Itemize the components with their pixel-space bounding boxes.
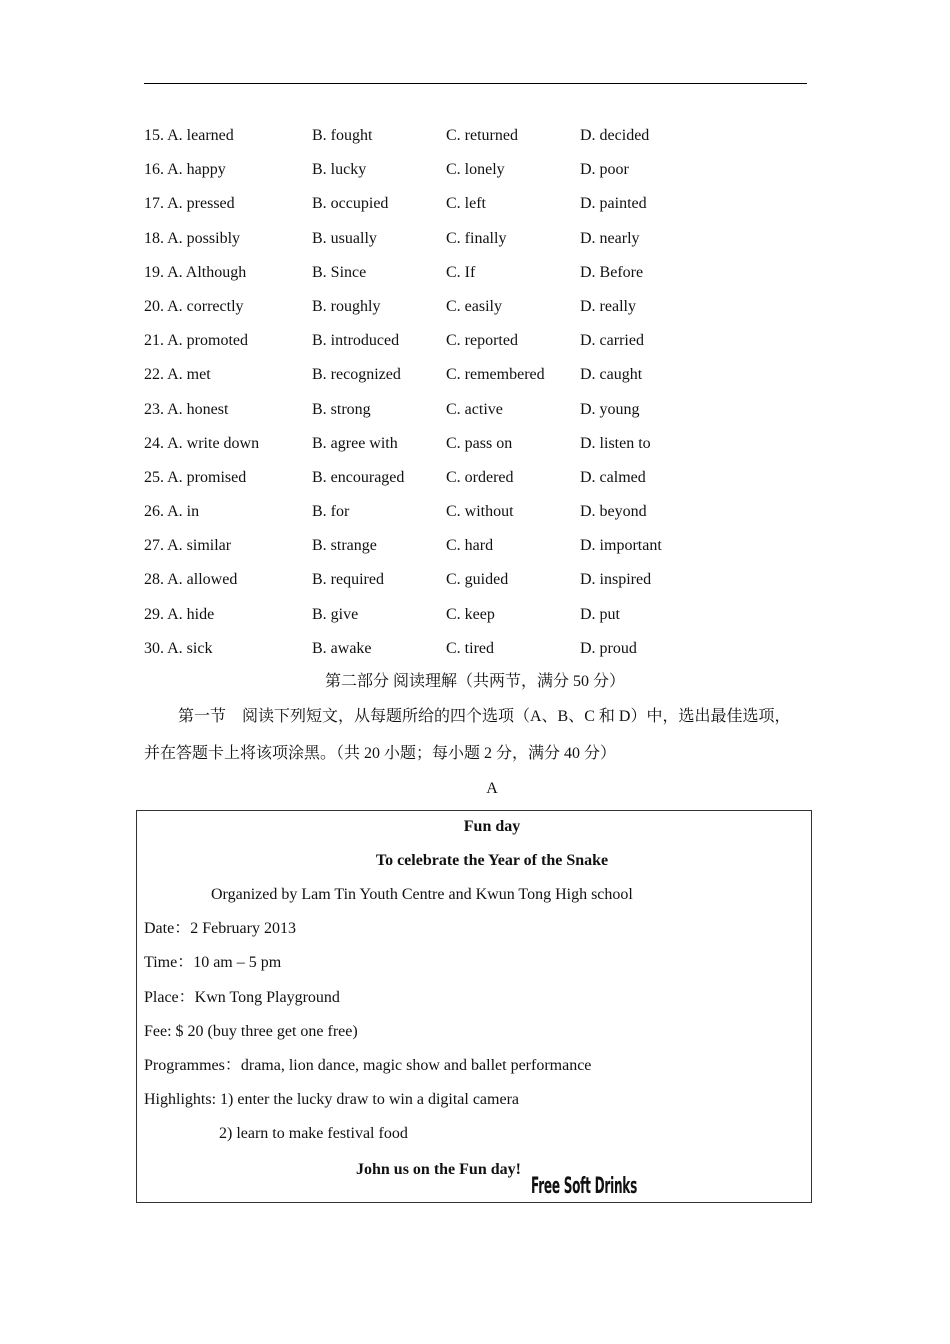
option-d: D. put	[580, 605, 620, 623]
option-b: B. recognized	[312, 366, 401, 384]
option-b: B. encouraged	[312, 468, 405, 486]
question-row	[144, 603, 804, 637]
question-row	[144, 124, 804, 158]
question-row	[144, 227, 804, 261]
question-row	[144, 466, 804, 500]
header-rule	[144, 83, 807, 84]
notice-title: Fun day	[463, 818, 521, 835]
notice-highlight-2: 2) learn to make festival food	[219, 1125, 408, 1142]
option-d: D. inspired	[580, 571, 652, 589]
option-b: B. introduced	[312, 332, 400, 350]
question-row	[144, 158, 804, 192]
option-b: B. usually	[312, 229, 377, 247]
notice-programmes: Programmes：drama, lion dance, magic show and ballet performance	[144, 1057, 592, 1074]
question-row	[144, 261, 804, 295]
question-19-option-a: 19. A. Although	[144, 263, 247, 281]
option-d: D. caught	[580, 366, 643, 384]
option-b: B. occupied	[312, 195, 389, 213]
question-28-option-a: 28. A. allowed	[144, 571, 238, 589]
notice-subtitle: To celebrate the Year of the Snake	[375, 852, 609, 869]
option-d: D. poor	[580, 161, 629, 179]
section1-instruction-line2: 并在答题卡上将该项涂黑。（共 20 小题；每小题 2 分，满分 40 分）	[144, 745, 617, 762]
option-d: D. young	[580, 400, 640, 418]
notice-highlight-1: Highlights: 1) enter the lucky draw to win a digital camera	[144, 1091, 519, 1108]
option-c: C. ordered	[446, 468, 514, 486]
option-b: B. give	[312, 605, 359, 623]
option-d: D. beyond	[580, 503, 647, 521]
question-26-option-a: 26. A. in	[144, 503, 200, 521]
option-d: D. Before	[580, 263, 644, 281]
question-row	[144, 192, 804, 226]
question-row	[144, 329, 804, 363]
option-d: D. really	[580, 297, 636, 315]
option-b: B. required	[312, 571, 384, 589]
option-d: D. decided	[580, 127, 650, 144]
option-c: C. remembered	[446, 366, 545, 384]
question-23-option-a: 23. A. honest	[144, 400, 229, 418]
notice-fee: Fee: $ 20 (buy three get one free)	[144, 1023, 358, 1040]
question-29-option-a: 29. A. hide	[144, 605, 215, 623]
option-c: C. guided	[446, 571, 509, 589]
notice-place: Place：Kwn Tong Playground	[144, 989, 340, 1006]
question-list	[144, 124, 804, 671]
option-d: D. calmed	[580, 468, 646, 486]
question-15-option-a: 15. A. learned	[144, 127, 234, 144]
free-soft-drinks-stamp: Free Soft Drinks	[531, 1174, 637, 1199]
question-17-option-a: 17. A. pressed	[144, 195, 235, 213]
option-d: D. proud	[580, 639, 637, 657]
question-row	[144, 500, 804, 534]
question-21-option-a: 21. A. promoted	[144, 332, 248, 350]
option-b: B. strange	[312, 537, 377, 555]
option-d: D. listen to	[580, 434, 651, 452]
option-c: C. left	[446, 195, 486, 213]
passage-label: A	[486, 780, 498, 797]
question-16-option-a: 16. A. happy	[144, 161, 226, 179]
fun-day-notice-box	[136, 810, 812, 1203]
option-c: C. without	[446, 503, 514, 521]
option-c: C. reported	[446, 332, 518, 350]
question-27-option-a: 27. A. similar	[144, 537, 232, 555]
option-b: B. agree with	[312, 434, 398, 452]
question-row	[144, 295, 804, 329]
option-d: D. nearly	[580, 229, 640, 247]
option-b: B. awake	[312, 639, 372, 657]
option-d: D. painted	[580, 195, 647, 213]
option-b: B. for	[312, 503, 350, 521]
option-b: B. strong	[312, 400, 371, 418]
option-b: B. lucky	[312, 161, 367, 179]
question-22-option-a: 22. A. met	[144, 366, 211, 384]
question-row	[144, 398, 804, 432]
option-c: C. pass on	[446, 434, 513, 452]
option-c: C. active	[446, 400, 503, 418]
option-c: C. If	[446, 263, 476, 281]
option-c: C. returned	[446, 127, 518, 144]
option-c: C. tired	[446, 639, 494, 657]
question-row	[144, 432, 804, 466]
option-c: C. finally	[446, 229, 507, 247]
option-b: B. fought	[312, 127, 373, 144]
section1-instruction-line1: 第一节 阅读下列短文，从每题所给的四个选项（A、B、C 和 D）中，选出最佳选项，	[178, 708, 791, 725]
option-c: C. hard	[446, 537, 494, 555]
question-24-option-a: 24. A. write down	[144, 434, 260, 452]
question-20-option-a: 20. A. correctly	[144, 297, 244, 315]
notice-date: Date：2 February 2013	[144, 920, 296, 937]
notice-time: Time：10 am – 5 pm	[144, 954, 282, 971]
question-row	[144, 637, 804, 671]
notice-organizer: Organized by Lam Tin Youth Centre and Kwun Tong High school	[211, 886, 633, 903]
question-18-option-a: 18. A. possibly	[144, 229, 241, 247]
question-row	[144, 568, 804, 602]
notice-closing: John us on the Fun day!	[356, 1161, 521, 1178]
question-row	[144, 363, 804, 397]
option-c: C. keep	[446, 605, 495, 623]
option-d: D. important	[580, 537, 662, 555]
option-d: D. carried	[580, 332, 644, 350]
option-c: C. lonely	[446, 161, 505, 179]
question-row	[144, 534, 804, 568]
option-b: B. Since	[312, 263, 367, 281]
option-b: B. roughly	[312, 297, 381, 315]
question-30-option-a: 30. A. sick	[144, 639, 213, 657]
part2-heading: 第二部分 阅读理解（共两节，满分 50 分）	[324, 673, 625, 690]
option-c: C. easily	[446, 297, 502, 315]
question-25-option-a: 25. A. promised	[144, 468, 247, 486]
